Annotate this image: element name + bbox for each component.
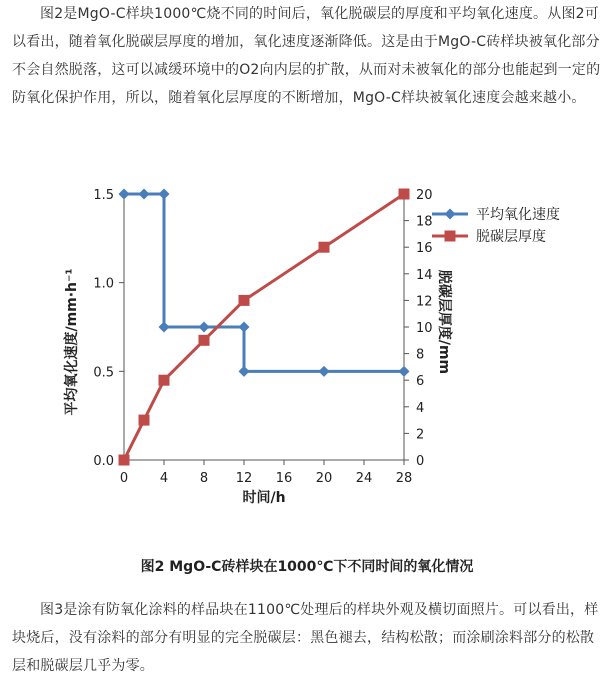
thickness-data-point <box>159 375 170 386</box>
speed-data-point <box>319 366 330 377</box>
right-y-tick-label: 6 <box>416 374 425 390</box>
thickness-data-point <box>139 415 150 426</box>
figure-caption: 图2 MgO-C砖样块在1000℃下不同时间的氧化情况 <box>140 559 474 575</box>
thickness-data-point <box>399 189 410 200</box>
left-y-tick-label: 0.5 <box>93 365 114 381</box>
speed-data-point <box>239 366 250 377</box>
oxidation-chart <box>40 172 600 532</box>
speed-data-point <box>445 209 456 220</box>
thickness-data-point <box>119 455 130 466</box>
x-tick-label: 16 <box>275 471 293 486</box>
second-paragraph: 图3是涂有防氧化涂料的样品块在1100℃处理后的样块外观及横切面照片。可以看出，样块烧后，没有涂料的部分有明显的完全脱碳层：黑色褪去，结构松散；而涂刷涂料部分的松散层和脱碳层几乎为零。 <box>12 602 599 674</box>
x-tick-label: 0 <box>119 471 129 486</box>
right-y-tick-label: 4 <box>416 400 425 416</box>
speed-data-point <box>199 322 210 333</box>
chart-svg <box>40 172 600 532</box>
speed-data-point <box>159 322 170 333</box>
right-y-tick-label: 20 <box>416 188 433 203</box>
chart-legend <box>432 206 560 245</box>
chart-ticks <box>93 188 432 486</box>
x-tick-label: 20 <box>315 471 333 486</box>
right-y-tick-label: 2 <box>416 427 425 443</box>
left-y-tick-label: 1.0 <box>93 276 114 292</box>
right-y-tick-label: 12 <box>416 294 433 310</box>
x-tick-label: 28 <box>395 471 413 486</box>
left-y-tick-label: 0.0 <box>93 454 114 469</box>
x-axis-label: 时间/h <box>242 490 286 506</box>
legend-speed-label: 平均氧化速度 <box>476 207 560 223</box>
left-y-tick-label: 1.5 <box>93 188 114 203</box>
speed-data-point <box>399 366 410 377</box>
speed-data-point <box>119 189 130 200</box>
intro-paragraph: 图2是MgO-C样块1000℃烧不同的时间后，氧化脱碳层的厚度和平均氧化速度。从图2可以看出，随着氧化脱碳层厚度的增加，氧化速度逐渐降低。这是由于MgO-C砖样块被氧化部分不会自然脱落，这可以减缓环境中的O2向内层的扩散，从而对未被氧化的部分也能起到一定的防氧化保护作用，所以，随着氧化层厚度的不断增加，MgO-C样块被氧化速度会越来越小。 <box>12 6 601 106</box>
thickness-data-point <box>239 295 250 306</box>
right-y-tick-label: 14 <box>416 267 433 283</box>
right-y-tick-label: 16 <box>416 241 433 257</box>
right-y-tick-label: 8 <box>416 347 425 363</box>
right-y-tick-label: 0 <box>416 454 425 469</box>
x-tick-label: 12 <box>235 471 253 486</box>
thickness-data-point <box>445 231 456 242</box>
speed-data-point <box>139 189 150 200</box>
x-tick-label: 4 <box>159 471 169 486</box>
legend-thickness-label: 脱碳层厚度 <box>476 229 546 245</box>
x-tick-label: 8 <box>199 471 209 486</box>
x-tick-label: 24 <box>355 471 373 486</box>
thickness-data-point <box>319 242 330 253</box>
thickness-data-point <box>199 335 210 346</box>
speed-data-point <box>159 189 170 200</box>
right-y-tick-label: 10 <box>416 321 433 336</box>
right-y-axis-label: 脱碳层厚度/mm <box>436 269 452 375</box>
chart-series <box>119 189 410 466</box>
right-y-tick-label: 18 <box>416 214 433 230</box>
left-y-axis-label: 平均氧化速度/mm·h⁻¹ <box>64 268 80 416</box>
speed-data-point <box>239 322 250 333</box>
